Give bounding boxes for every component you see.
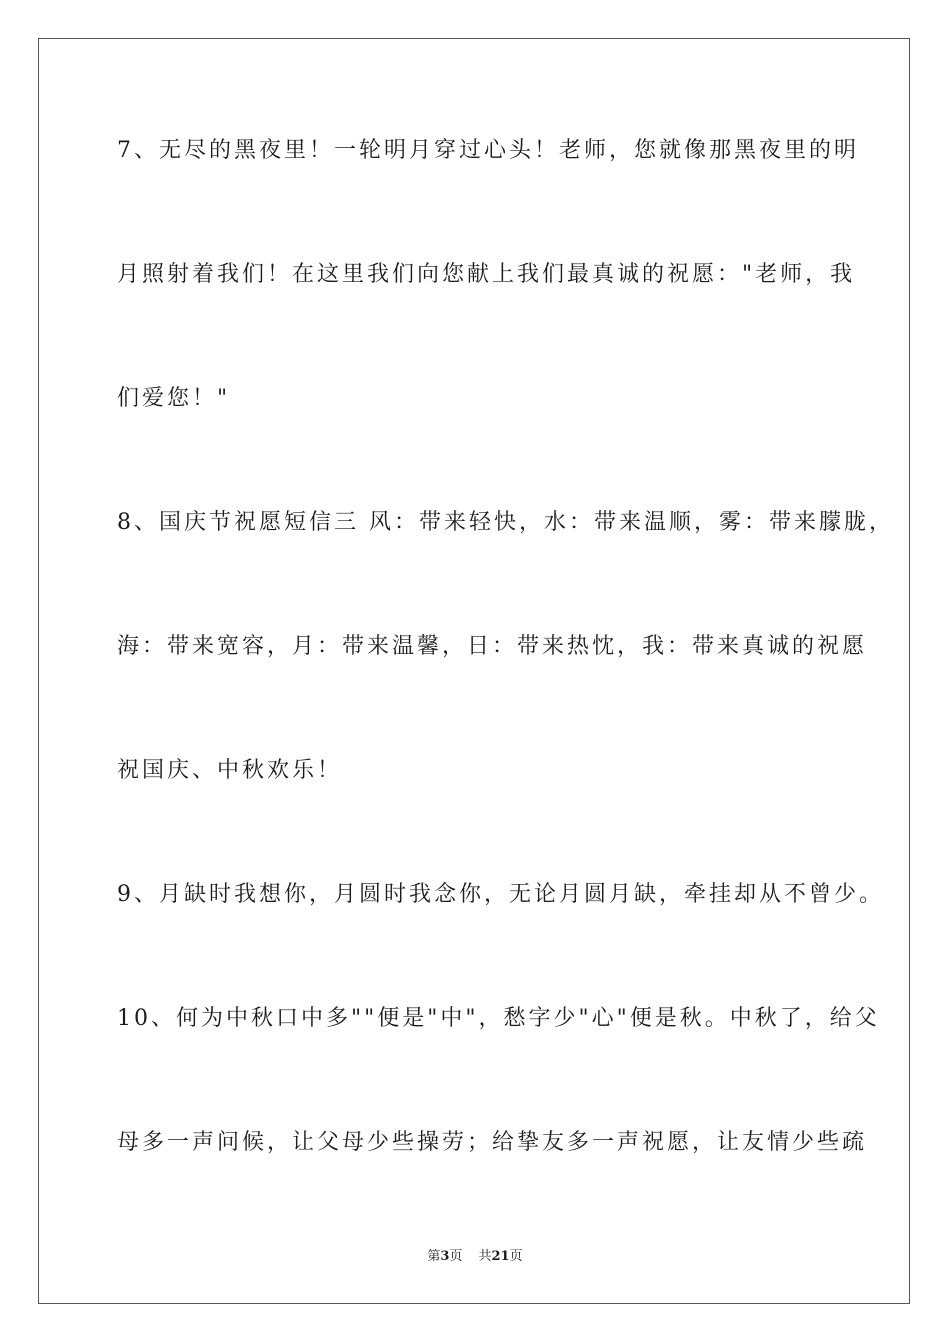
total-suffix: 页: [509, 1249, 523, 1264]
page-frame: [38, 38, 910, 1304]
paragraph-line: 月照射着我们！在这里我们向您献上我们最真诚的祝愿："老师，我: [117, 262, 856, 287]
paragraph-line: 7、无尽的黑夜里！一轮明月穿过心头！老师，您就像那黑夜里的明: [117, 138, 859, 163]
page-suffix: 页: [449, 1249, 463, 1264]
paragraph-line: 母多一声问候，让父母少些操劳；给挚友多一声祝愿，让友情少些疏: [117, 1130, 868, 1155]
page-number: 3: [440, 1249, 450, 1264]
paragraph-line: 们爱您！": [117, 386, 231, 411]
paragraph-line: 祝国庆、中秋欢乐！: [117, 758, 343, 783]
paragraph-line: 8、国庆节祝愿短信三 风：带来轻快，水：带来温顺，雾：带来朦胧，: [117, 510, 894, 535]
paragraph-line: 9、月缺时我想你，月圆时我念你，无论月圆月缺，牵挂却从不曾少。: [117, 882, 884, 907]
page-footer: [0, 1248, 950, 1266]
total-prefix: 共: [478, 1249, 492, 1264]
paragraph-line: 海：带来宽容，月：带来温馨，日：带来热忱，我：带来真诚的祝愿: [117, 634, 868, 659]
paragraph-line: 10、何为中秋口中多""便是"中"，愁字少"心"便是秋。中秋了，给父: [117, 1006, 880, 1031]
page-prefix: 第: [427, 1249, 441, 1264]
total-pages: 21: [491, 1249, 510, 1264]
